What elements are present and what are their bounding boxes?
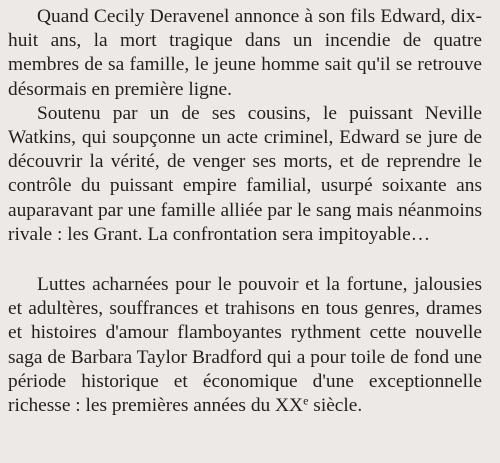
paragraph-3-ending: siècle. (308, 395, 363, 417)
paragraph-3 (8, 273, 482, 418)
paragraph-spacer (8, 247, 482, 273)
paragraph-2: Soutenu par un de ses cousins, le puissant Neville Watkins, qui soupçonne un acte criminel, Edward se jure de découvrir la vérité, de venger ses morts, et de reprendre le contrôle du puissant empire familial, usurpé soixante ans auparavant par une famille alliée par le sang mais néanmoins rivale : les Grant. La confrontation sera impitoyable… (8, 102, 482, 245)
paragraph-3-text: Luttes acharnées pour le pouvoir et la fortune, jalousies et adultères, souffrances et trahisons en tous genres, drames et histoires d'amour flamboyantes rythment cette nouvelle saga de Barbara Taylor Bradford qui a pour toile de fond une période historique et économique d'une exceptionnelle richesse : les premières années du XX (8, 274, 482, 417)
paragraph-1: Quand Cecily Deravenel annonce à son fils Edward, dix-huit ans, la mort tragique dans un incendie de quatre membres de sa famille, le jeune homme sait qu'il se retrouve désormais en première ligne. (8, 6, 482, 100)
century-superscript: e (303, 393, 309, 408)
